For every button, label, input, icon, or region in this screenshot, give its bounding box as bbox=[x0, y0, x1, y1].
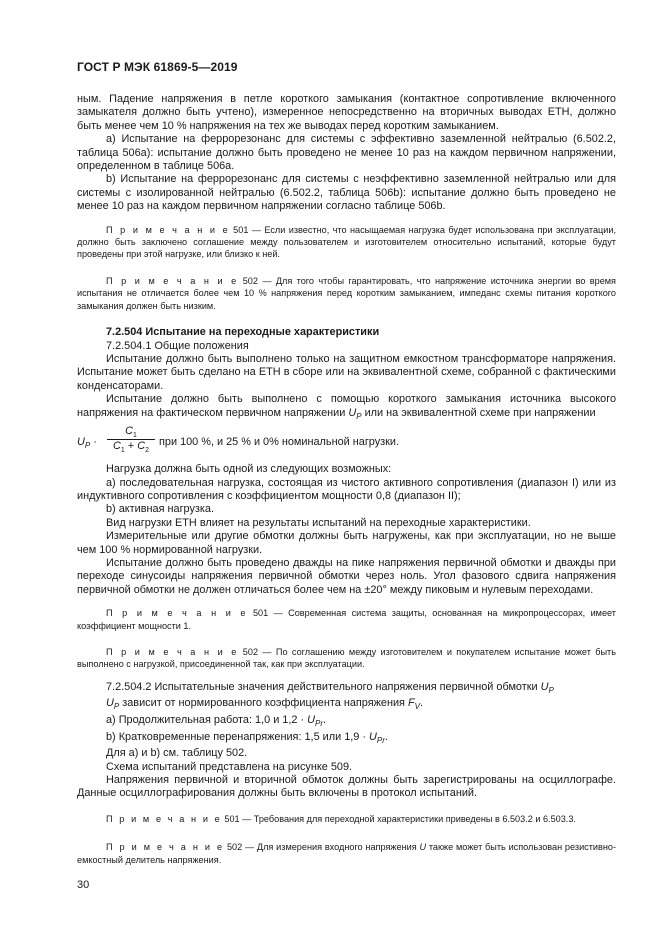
section-heading: 7.2.504 Испытание на переходные характеристики bbox=[106, 326, 380, 339]
voltage-symbol: U bbox=[348, 406, 357, 419]
note-label: П р и м е ч а н и е bbox=[106, 842, 225, 853]
formula-numerator: $C_1$ bbox=[125, 425, 137, 440]
note-label: П р и м е ч а н и е bbox=[106, 813, 222, 824]
paragraph: $U_P$ зависит от нормированного коэффициента напряжения $F_V$. bbox=[106, 697, 424, 712]
note-label: П р и м е ч а н и е bbox=[106, 224, 230, 235]
note-501 bbox=[77, 813, 616, 825]
formula-tail: при 100 %, и 25 % и 0% номинальной нагрузки. bbox=[159, 436, 400, 449]
note-label: П р и м е ч а н и е bbox=[106, 275, 239, 286]
formula-fraction bbox=[107, 425, 155, 454]
formula-voltage: $U_P$ · bbox=[77, 436, 97, 451]
note-502 bbox=[77, 275, 616, 312]
note-502: П р и м е ч а н и е 502 — Для измерения входного напряжения U также может быть использован резистивно-емкостный делитель напряжения. bbox=[77, 842, 617, 865]
document-body bbox=[77, 93, 616, 866]
note-text: 501 — Если известно, что насыщаемая нагрузка будет использована при эксплуатации, должно быть заключено соглашение между пользователем и изготовителем относительно испытаний, которые будут проведены при этой нагрузке, или близко к ней. bbox=[77, 224, 616, 260]
paragraph: Для а) и b) см. таблицу 502. bbox=[106, 747, 248, 760]
formula-denominator: $C_1 + C_2$ bbox=[107, 439, 155, 454]
page-number: 30 bbox=[77, 879, 90, 891]
paragraph: Схема испытаний представлена на рисунке 509. bbox=[106, 760, 353, 773]
paragraph: Нагрузка должна быть одной из следующих возможных: bbox=[106, 463, 392, 476]
paragraph: Испытание должно быть выполнено только на защитном емкостном трансформаторе напряжения. Испытание может быть сделано на ЕТН в сборе или на эквивалентной схеме, собранной с фактическими конденсаторами. bbox=[77, 352, 616, 392]
paragraph: Измерительные или другие обмотки должны быть нагружены, как при эксплуатации, но не выше чем 100 % нормированной нагрузки. bbox=[77, 530, 616, 556]
note-501 bbox=[77, 607, 616, 632]
note-label: П р и м е ч а н и е bbox=[106, 646, 239, 657]
note-502 bbox=[77, 646, 616, 671]
list-item-b: b) Кратковременные перенапряжения: 1,5 или $1,9 \cdot U_{Pr}$. bbox=[106, 730, 388, 745]
note-text: 502 — По соглашению между изготовителем и покупателем испытание может быть выполнено с нагрузкой, присоединенной так, как при эксплуатации. bbox=[77, 646, 616, 670]
note-text: 501 — Современная система защиты, основанная на микропроцессорах, имеет коэффициент мощности 1. bbox=[77, 608, 616, 631]
paragraph: Испытание должно быть проведено дважды на пике напряжения первичной обмотки и дважды при переходе синусоиды напряжения первичной обмотки через ноль. Угол фазового сдвига напряжения первичной обмотки не должен отличаться более чем на ±20° между пиковым и нулевым переходами. bbox=[77, 556, 616, 596]
paragraph-with-voltage: Испытание должно быть выполнено с помощью короткого замыкания источника высокого напряжения на фактическом первичном напряжении $U_P$ или на эквивалентной схеме при напряжении bbox=[77, 393, 616, 421]
list-item-b: b) активная нагрузка. bbox=[106, 503, 215, 516]
paragraph-continuation: ным. Падение напряжения в петле короткого замыкания (контактное сопротивление включенного замыкателя должно быть учтено), измеренное непосредственно на вторичных выводах ЕТН, должно быть менее чем 10 % напряжения на тех же выводах перед коротким замыканием. bbox=[77, 93, 616, 132]
paragraph-item-b: b) Испытание на феррорезонанс для системы с неэффективно заземленной нейтралью или для системы с изолированной нейтралью (6.502.2, таблица 506b): испытание должно быть проведено не менее 10 раз на каждом первичном напряжении согласно таблице 506b. bbox=[77, 173, 616, 213]
formula bbox=[77, 425, 616, 461]
note-text: 501 — Требования для переходной характеристики приведены в 6.503.2 и 6.503.3. bbox=[221, 813, 576, 824]
list-item-a: а) последовательная нагрузка, состоящая из чистого активного сопротивления (диапазон I) или из индуктивного сопротивления с коэффициентом мощности 0,8 (диапазон II); bbox=[77, 476, 616, 502]
paragraph-item-a: а) Испытание на феррорезонанс для системы с эффективно заземленной нейтралью (6.502.2, таблица 506а): испытание должно быть проведено не менее 10 раз на каждом первичном напряжении, определенном в таблице 506а. bbox=[77, 133, 616, 173]
list-item-a: а) Продолжительная работа: 1,0 и $1,2 \cdot U_{Pr}$. bbox=[106, 713, 327, 729]
note-text: 502 — Для того чтобы гарантировать, что напряжение источника энергии во время испытания не отличается более чем 10 % напряжения перед коротким замыканием, импеданс схемы питания короткого замыкания должен быть низким. bbox=[77, 275, 616, 311]
document-header: ГОСТ Р МЭК 61869-5—2019 bbox=[77, 60, 238, 74]
subsection-heading: 7.2.504.1 Общие положения bbox=[106, 339, 249, 352]
subsection-heading: 7.2.504.2 Испытательные значения действительного напряжения первичной обмотки $U_P$ bbox=[106, 680, 554, 695]
note-label: П р и м е ч а н и е bbox=[106, 608, 248, 619]
paragraph: Напряжения первичной и вторичной обмоток должны быть зарегистрированы на осциллографе. Данные осциллографирования должны быть включены в протокол испытаний. bbox=[77, 773, 616, 800]
paragraph: Вид нагрузки ЕТН влияет на результаты испытаний на переходные характеристики. bbox=[106, 516, 531, 529]
note-501 bbox=[77, 224, 616, 261]
